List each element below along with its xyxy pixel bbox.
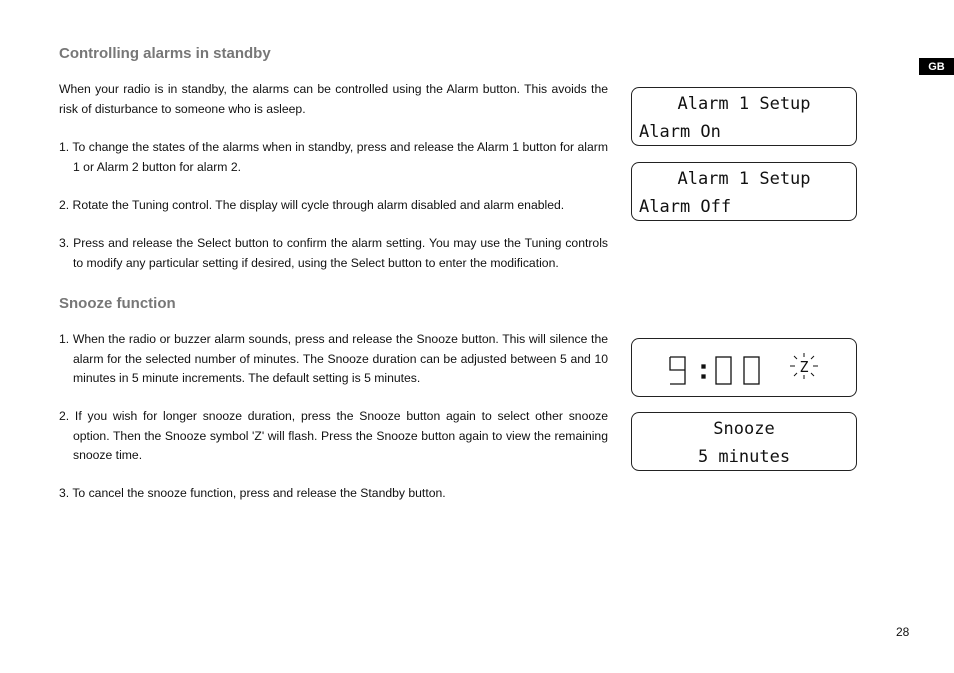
snooze-z-symbol: Z xyxy=(799,358,809,376)
language-badge: GB xyxy=(919,58,954,75)
snooze-step-3: 3. To cancel the snooze function, press and release the Standby button. xyxy=(59,486,446,500)
alarm-step-1: 1. To change the states of the alarms when in standby, press and release the Alarm 1 button for alarm 1 or Alarm 2 button for alarm 2. xyxy=(59,140,608,174)
snooze-step-1: 1. When the radio or buzzer alarm sounds, press and release the Snooze button. This will silence the alarm for the selected number of minutes. The Snooze duration can be adjusted between 5 and 10 minutes in 5 minute increments. The default setting is 5 minutes. xyxy=(59,332,608,386)
segment-clock-graphic xyxy=(632,339,858,398)
lcd-snooze xyxy=(631,412,857,471)
alarm-step-3: 3. Press and release the Select button to confirm the alarm setting. You may use the Tuning controls to modify any particular setting if desired, using the Select button to enter the modification. xyxy=(59,236,608,270)
lcd-alarm-off xyxy=(631,162,857,221)
snooze-step-2: 2. If you wish for longer snooze duration, press the Snooze button again to select other snooze option. Then the Snooze symbol 'Z' will flash. Press the Snooze button again to view the remaining snooze time. xyxy=(59,409,608,463)
section-heading-snooze: Snooze function xyxy=(59,295,176,312)
lcd-line-1: Alarm 1 Setup xyxy=(677,94,811,114)
lcd-alarm-on xyxy=(631,87,857,146)
alarm-intro-paragraph: When your radio is in standby, the alarms can be controlled using the Alarm button. This avoids the risk of disturbance to someone who is asleep. xyxy=(59,82,608,116)
clock-digits xyxy=(670,357,759,384)
alarm-step-2: 2. Rotate the Tuning control. The display will cycle through alarm disabled and alarm enabled. xyxy=(59,198,565,212)
lcd-clock xyxy=(631,338,857,397)
page-number: 28 xyxy=(896,625,910,639)
lcd-line-2: Alarm Off xyxy=(639,197,732,217)
lcd-line-2: Alarm On xyxy=(639,122,721,142)
lcd-line-1: Alarm 1 Setup xyxy=(677,169,811,189)
lcd-line-1: Snooze xyxy=(713,419,775,439)
lcd-line-2: 5 minutes xyxy=(697,447,791,467)
section-heading-alarms: Controlling alarms in standby xyxy=(59,45,271,62)
